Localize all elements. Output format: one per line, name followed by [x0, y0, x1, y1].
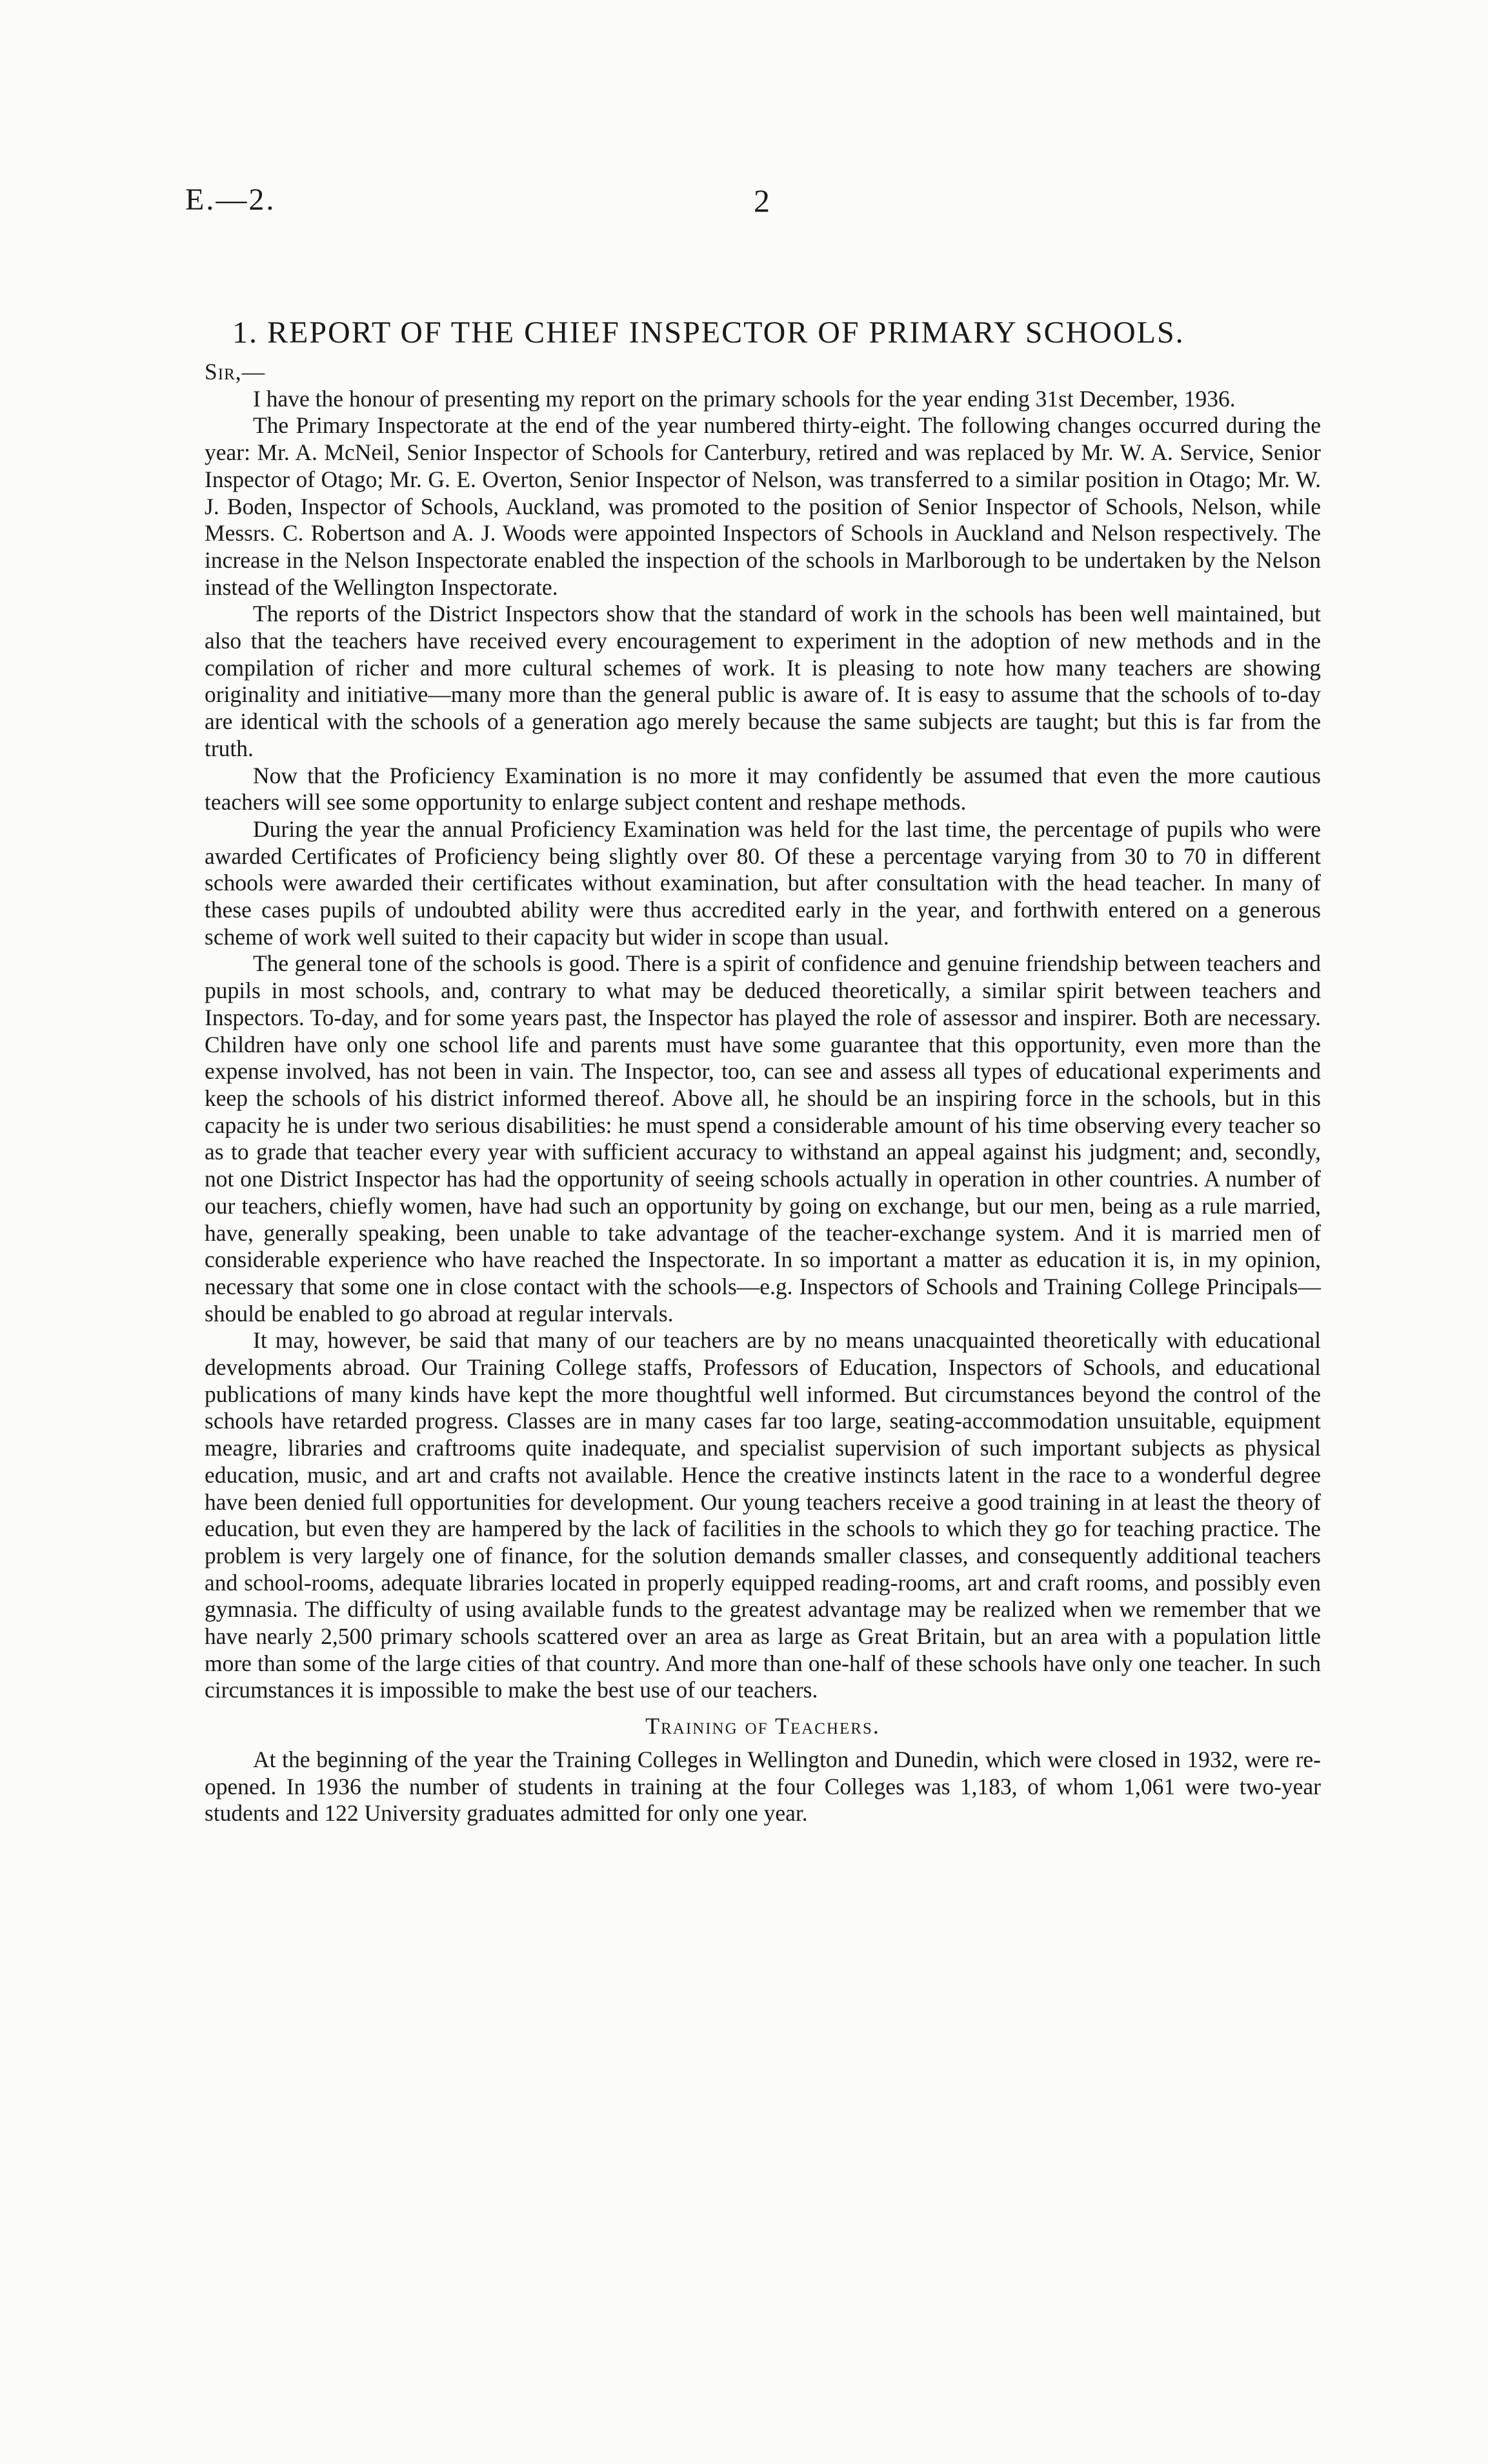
report-title: 1. REPORT OF THE CHIEF INSPECTOR OF PRIMARY SCHOOLS. — [232, 316, 1185, 350]
paragraph: At the beginning of the year the Training Colleges in Wellington and Dunedin, which were closed in 1932, were re-opened. In 1936 the number of students in training at the four Colleges was 1,183, of whom 1,061 were two-year students and 122 University graduates admitted for only one year. — [205, 1746, 1321, 1827]
page-number: 2 — [754, 183, 770, 219]
paragraph: During the year the annual Proficiency Examination was held for the last time, the percentage of pupils who were awarded Certificates of Proficiency being slightly over 80. Of these a percentage varying from 30 to 70 in different schools were awarded their certificates without examination, but after consultation with the head teacher. In many of these cases pupils of undoubted ability were thus accredited early in the year, and forthwith entered on a generous scheme of work well suited to their capacity but wider in scope than usual. — [205, 816, 1321, 950]
report-body — [205, 359, 1321, 1827]
paragraph: The reports of the District Inspectors show that the standard of work in the schools has been well maintained, but also that the teachers have received every encouragement to experiment in the adoption of new methods and in the compilation of richer and more cultural schemes of work. It is pleasing to note how many teachers are showing originality and initiative—many more than the general public is aware of. It is easy to assume that the schools of to-day are identical with the schools of a generation ago merely because the same subjects are taught; but this is far from the truth. — [205, 601, 1321, 761]
paragraph: Now that the Proficiency Examination is no more it may confidently be assumed that even the more cautious teachers will see some opportunity to enlarge subject content and reshape methods. — [205, 762, 1321, 816]
paragraph: I have the honour of presenting my report on the primary schools for the year ending 31st December, 1936. — [253, 385, 1236, 412]
paragraph: It may, however, be said that many of our teachers are by no means unacquainted theoretically with educational developments abroad. Our Training College staffs, Professors of Education, Inspectors of Schools, and educational publications of many kinds have kept the more thoughtful well informed. But circumstances beyond the control of the schools have retarded progress. Classes are in many cases far too large, seating-accommodation unsuitable, equipment meagre, libraries and craftrooms quite inadequate, and specialist supervision of such important subjects as physical education, music, and art and crafts not available. Hence the creative instincts latent in the race to a wonderful degree have been denied full opportunities for development. Our young teachers receive a good training in at least the theory of education, but even they are hampered by the lack of facilities in the schools to which they go for teaching practice. The problem is very largely one of finance, for the solution demands smaller classes, and consequently additional teachers and school-rooms, adequate libraries located in properly equipped reading-rooms, art and craft rooms, and possibly even gymnasia. The difficulty of using available funds to the greatest advantage may be realized when we remember that we have nearly 2,500 primary schools scattered over an area as large as Great Britain, but an area with a population little more than some of the large cities of that country. And more than one-half of these schools have only one teacher. In such circumstances it is impossible to make the best use of our teachers. — [205, 1327, 1321, 1703]
section-heading-training: Training of Teachers. — [645, 1713, 880, 1739]
salutation: Sir,— — [205, 359, 266, 385]
page-header — [0, 182, 1488, 227]
paragraph: The Primary Inspectorate at the end of the year numbered thirty-eight. The following changes occurred during the year: Mr. A. McNeil, Senior Inspector of Schools for Canterbury, retired and was replaced by Mr. W. A. Service, Senior Inspector of Otago; Mr. G. E. Overton, Senior Inspector of Nelson, was transferred to a similar position in Otago; Mr. W. J. Boden, Inspector of Schools, Auckland, was promoted to the position of Senior Inspector of Schools, Nelson, while Messrs. C. Robertson and A. J. Woods were appointed Inspectors of Schools in Auckland and Nelson respectively. The increase in the Nelson Inspectorate enabled the inspection of the schools in Marlborough to be undertaken by the Nelson instead of the Wellington Inspectorate. — [205, 412, 1321, 600]
paragraph: The general tone of the schools is good. There is a spirit of confidence and genuine friendship between teachers and pupils in most schools, and, contrary to what may be deduced theoretically, a similar spirit between teachers and Inspectors. To-day, and for some years past, the Inspector has played the role of assessor and inspirer. Both are necessary. Children have only one school life and parents must have some guarantee that this opportunity, even more than the expense involved, has not been in vain. The Inspector, too, can see and assess all types of educational experiments and keep the schools of his district informed thereof. Above all, he should be an inspiring force in the schools, but in this capacity he is under two serious disabilities: he must spend a considerable amount of his time observing every teacher so as to grade that teacher every year with sufficient accuracy to withstand an appeal against his judgment; and, secondly, not one District Inspector has had the opportunity of seeing schools actually in operation in other countries. A number of our teachers, chiefly women, have had such an opportunity by going on exchange, but our men, being as a rule married, have, generally speaking, been unable to take advantage of the teacher-exchange system. And it is married men of considerable experience who have reached the Inspectorate. In so important a matter as education it is, in my opinion, necessary that some one in close contact with the schools—e.g. Inspectors of Schools and Training College Principals—should be enabled to go abroad at regular intervals. — [205, 950, 1321, 1327]
document-reference: E.—2. — [185, 183, 276, 217]
